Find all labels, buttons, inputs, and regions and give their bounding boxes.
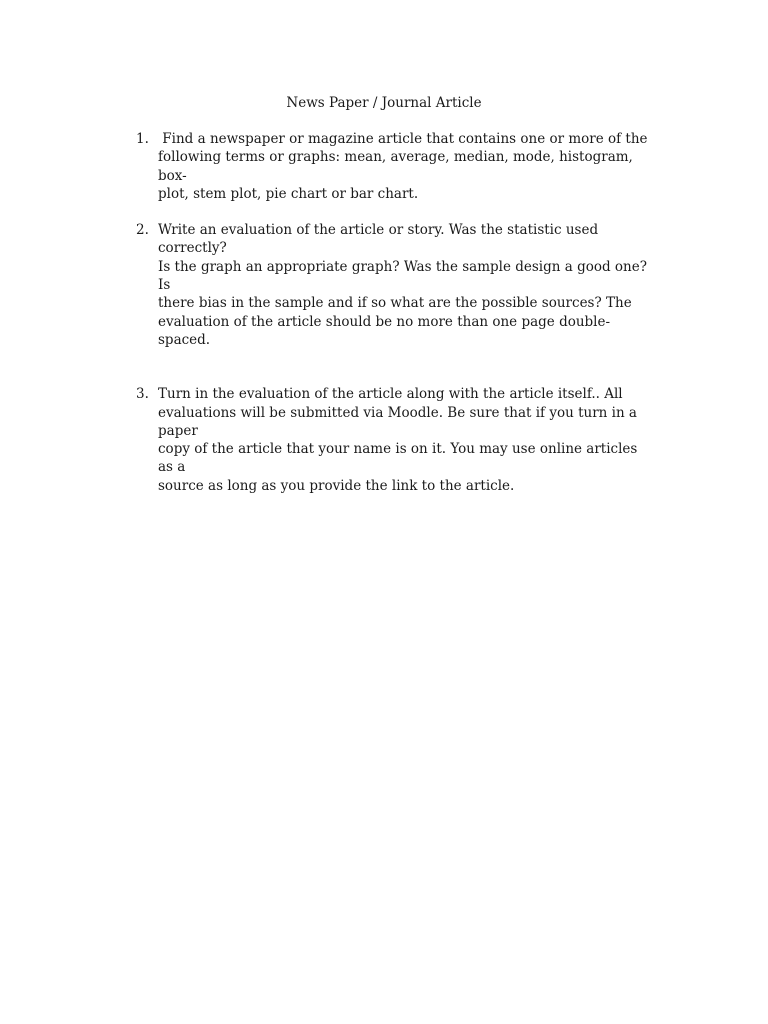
item-text: Turn in the evaluation of the article along with the article itself.. All evaluations will be submitted via Moodle. Be sure that if you turn in a paper copy of the article that your name is on it. You may use online articles as a source as long as you provide the link to the article. [158,386,638,494]
item-text: Write an evaluation of the article or story. Was the statistic used correctly? Is the graph an appropriate graph? Was the sample design a good one? Is there bias in the sample and if so what are the possible sources? The evaluation of the article should be no more than one page double-spaced. [158,222,647,348]
list-item [136,221,656,349]
list-item [136,385,656,495]
item-number: 3. [136,386,149,403]
list-item [136,130,656,203]
page-title: News Paper / Journal Article [286,95,482,111]
item-number: 2. [136,222,149,239]
item-text: Find a newspaper or magazine article that contains one or more of the following terms or graphs: mean, average, median, mode, histogram, box- plot, stem plot, pie chart or bar chart. [158,131,648,202]
instruction-list [136,130,656,495]
item-number: 1. [136,131,149,147]
